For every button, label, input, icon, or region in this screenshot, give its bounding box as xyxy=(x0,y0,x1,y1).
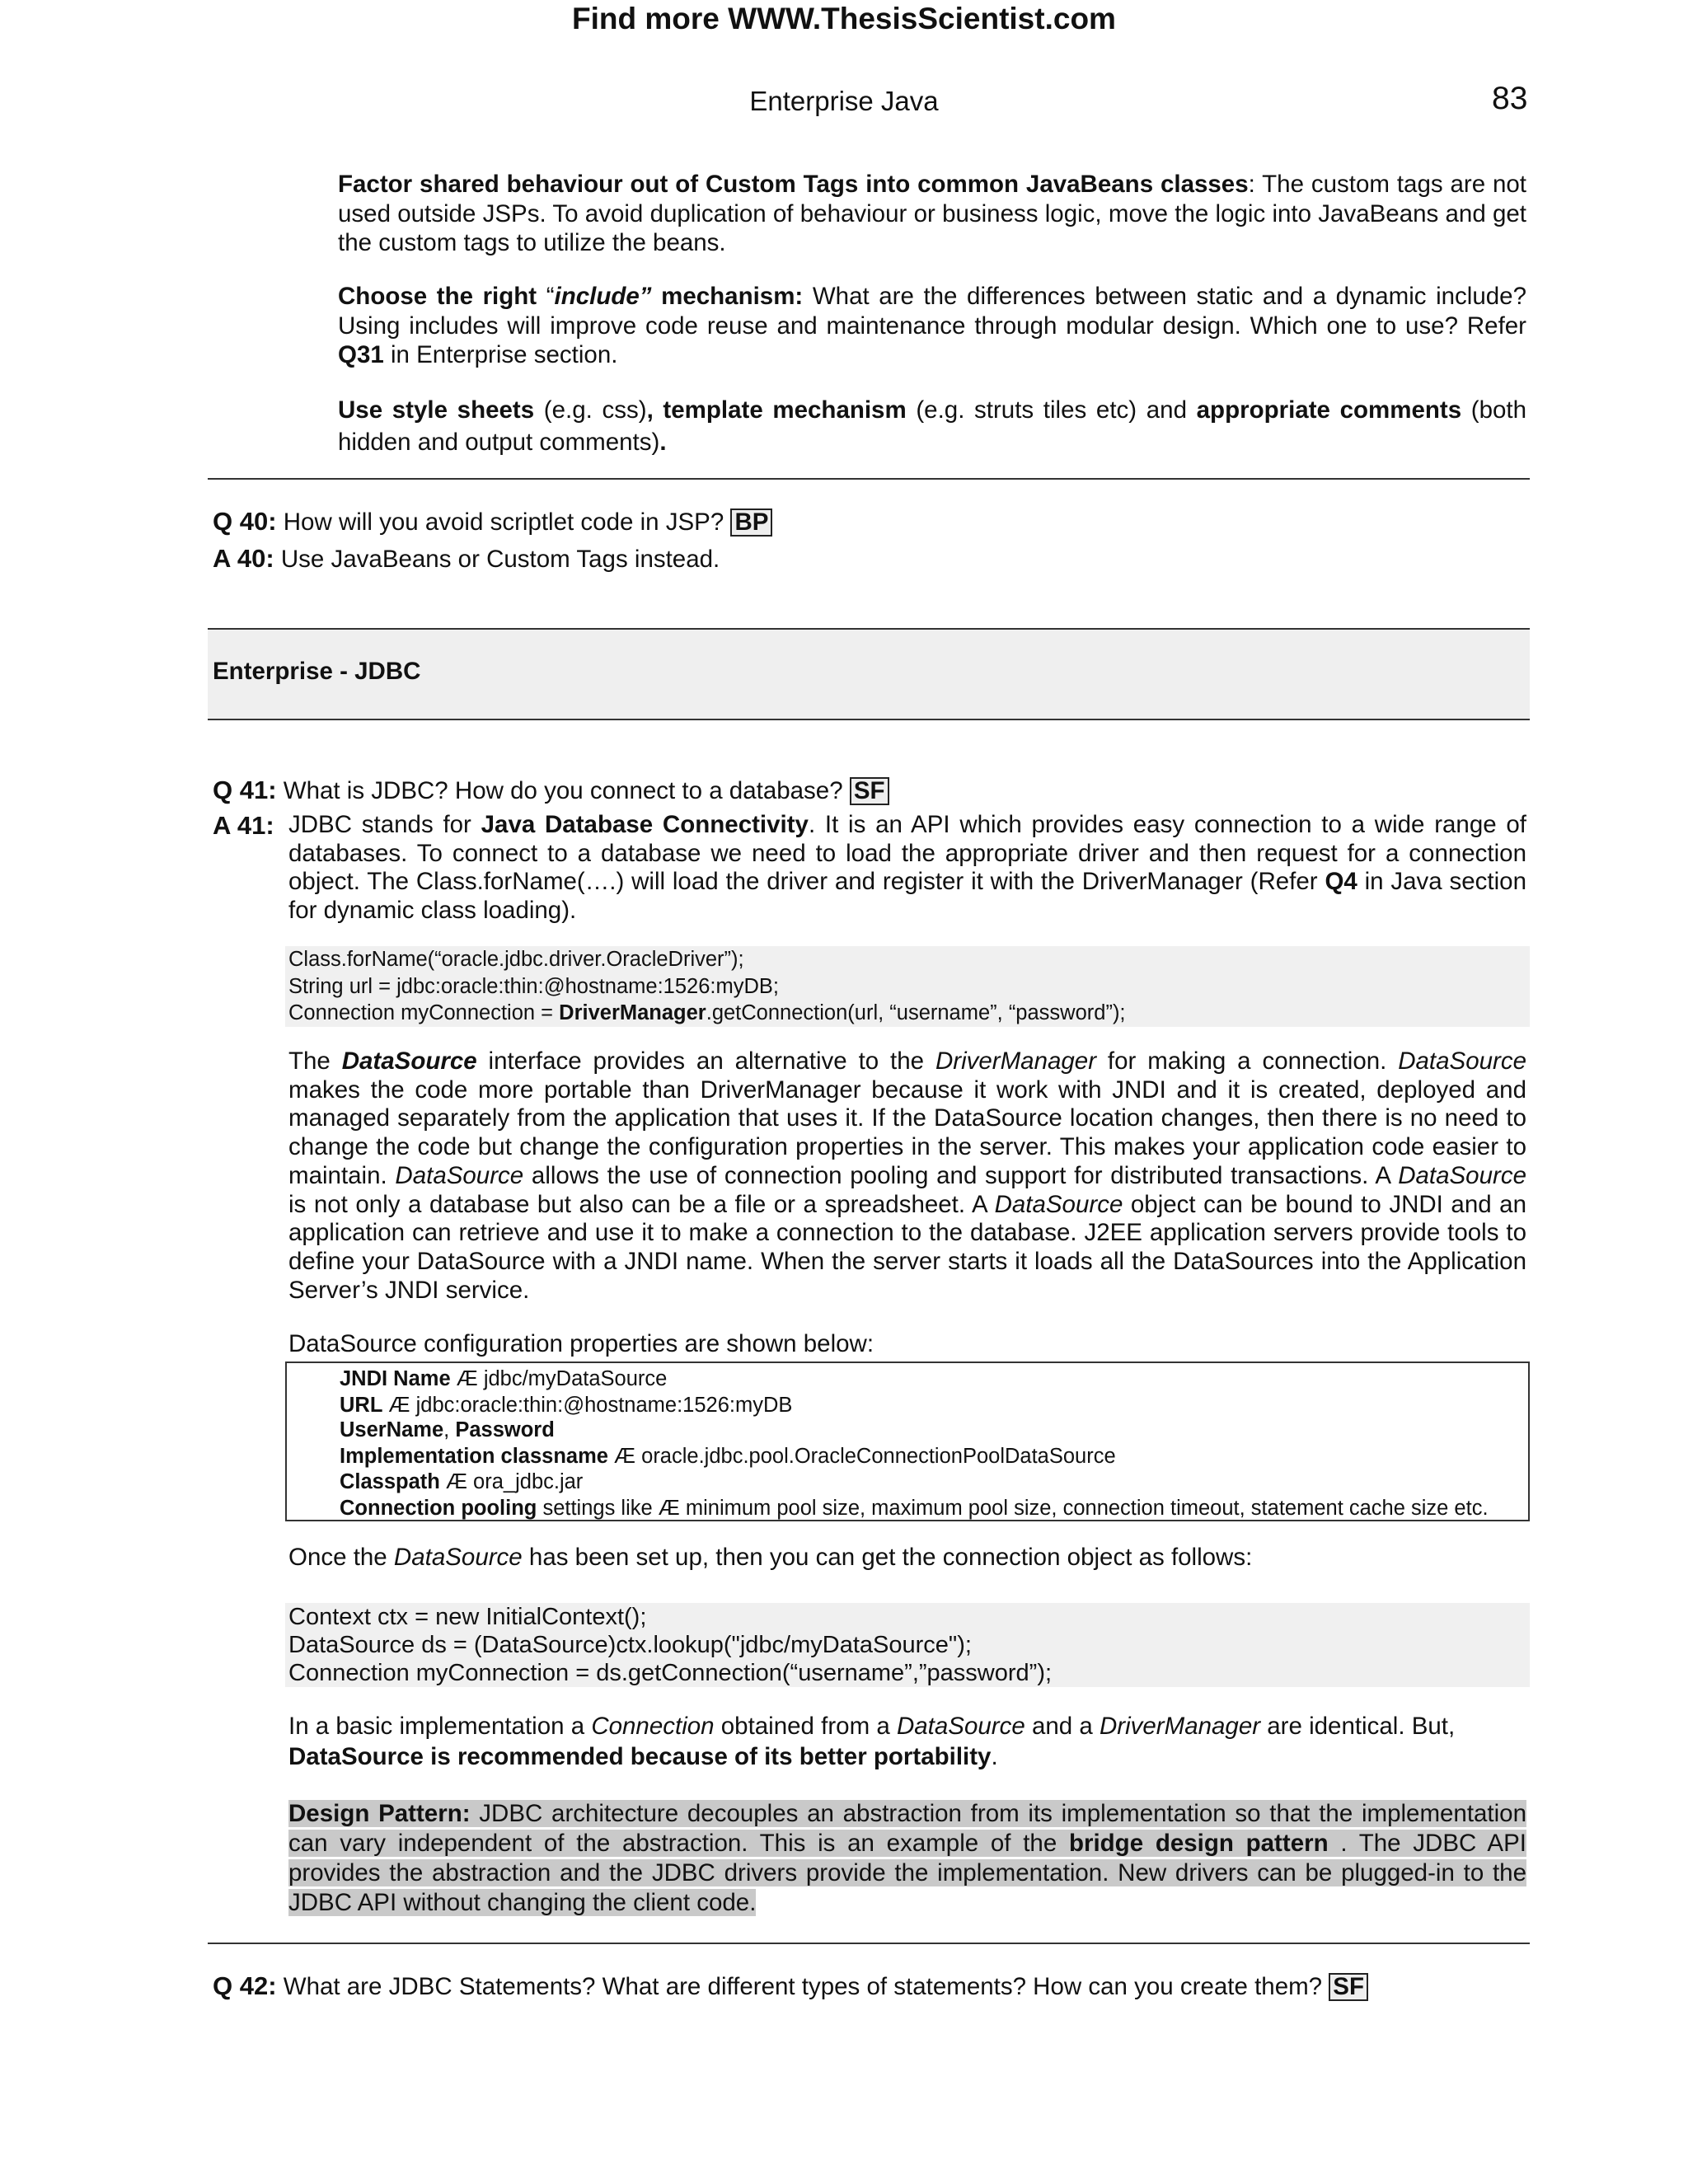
tip-factor-heading: Factor shared behaviour out of Custom Tags into common JavaBeans classes xyxy=(338,171,1249,198)
cfg-pooling-value: minimum pool size, maximum pool size, connection timeout, statement cache size etc. xyxy=(679,1496,1489,1520)
ds-i4: DataSource xyxy=(1398,1161,1526,1189)
design-pattern-paragraph xyxy=(288,1799,1526,1918)
cfg-impl-value: oracle.jdbc.pool.OracleConnectionPoolDataSource xyxy=(635,1444,1116,1468)
ds-i5: DataSource xyxy=(994,1190,1123,1218)
cfg-jndi-value: jdbc/myDataSource xyxy=(477,1367,668,1390)
ds-i3: DataSource xyxy=(395,1161,524,1189)
ds-t7: object can be bound to JNDI and an application can retrieve and use it to make a connection to the database. J2EE application servers provide tools to define your DataSource with a JNDI name. When the server starts it loads all the DataSources into the Application Server’s JNDI service. xyxy=(288,1190,1526,1304)
q40-text: How will you avoid scriptlet code in JSP? xyxy=(276,509,731,536)
tip-include-heading-b: mechanism: xyxy=(651,283,804,310)
code2-line-3: Connection myConnection = ds.getConnection(“username”,”password”); xyxy=(288,1660,1053,1686)
cfg-classpath-value: ora_jdbc.jar xyxy=(467,1470,584,1493)
tip-include-paragraph xyxy=(338,282,1526,370)
a40-text: Use JavaBeans or Custom Tags instead. xyxy=(274,546,720,573)
cfg-jndi-label: JNDI Name xyxy=(340,1367,451,1390)
a41-ref: Q4 xyxy=(1325,868,1357,895)
site-banner: Find more WWW.ThesisScientist.com xyxy=(572,2,1116,35)
ds-t5: allows the use of connection pooling and support for distributed transactions. A xyxy=(523,1161,1399,1189)
basic-i1: Connection xyxy=(591,1713,715,1740)
q42-text: What are JDBC Statements? What are different types of statements? How can you create them? xyxy=(276,1973,1329,2000)
code2-line-1: Context ctx = new InitialContext(); xyxy=(288,1604,647,1630)
a41-label-wrap xyxy=(213,811,274,841)
basic-t2: obtained from a xyxy=(714,1713,897,1740)
design-pattern-label: Design Pattern: xyxy=(288,1800,471,1827)
design-bold: bridge design pattern xyxy=(1068,1830,1329,1857)
q41-question xyxy=(213,776,889,806)
datasource-config-box xyxy=(285,1361,1530,1521)
cfg-url-label: URL xyxy=(340,1393,383,1417)
q41-tag-badge: SF xyxy=(850,777,889,805)
cfg-line-jndi xyxy=(340,1366,1528,1392)
tip-include-heading-a: Choose the right xyxy=(338,283,546,310)
tip-style-paragraph xyxy=(338,394,1526,458)
a41-label: A 41: xyxy=(213,811,274,840)
ds-i2: DataSource xyxy=(1398,1047,1526,1075)
basic-implementation-paragraph xyxy=(288,1711,1526,1772)
code-block-driver-manager xyxy=(285,946,1530,1027)
q40-tag-badge: BP xyxy=(730,509,772,537)
q41-label: Q 41: xyxy=(213,776,277,804)
tip-include-ref: Q31 xyxy=(338,341,384,368)
cfg-sep: , xyxy=(443,1418,456,1441)
design-t2: . The JDBC API provides the abstraction and the JDBC drivers provide the implementation. New drivers can be plugged-in to the JDBC API without changing the client code. xyxy=(288,1830,1526,1916)
cfg-line-url xyxy=(340,1392,1528,1418)
cfg-pooling-text: settings like xyxy=(537,1496,659,1520)
a41-jdbc-bold: Java Database Connectivity xyxy=(481,811,809,838)
tip-style-t3: (both hidden and output comments) xyxy=(338,396,1527,456)
tip-include-text-a: What are the differences between static and a dynamic include? Using includes will improve code reuse and maintenance through modular design. Which one to use? Refer xyxy=(338,283,1526,340)
code1-line-3 xyxy=(288,1000,1530,1027)
cfg-username-label: UserName xyxy=(340,1418,444,1441)
tip-include-keyword: include” xyxy=(554,283,652,310)
q42-label: Q 42: xyxy=(213,1971,277,2000)
ds-i1: DriverManager xyxy=(935,1047,1097,1075)
q40-label: Q 40: xyxy=(213,507,277,536)
code-block-lookup xyxy=(285,1603,1530,1687)
tip-factor-text: : The custom tags are not used outside JSPs. To avoid duplication of behaviour or business logic, move the logic into JavaBeans and get the custom tags to utilize the beans. xyxy=(338,171,1527,256)
a41-intro-paragraph xyxy=(288,811,1526,925)
ds-t6: is not only a database but also can be a file or a spreadsheet. A xyxy=(288,1190,995,1218)
q42-tag-badge: SF xyxy=(1329,1973,1368,2001)
tip-style-t1: (e.g. css) xyxy=(534,396,647,424)
tip-style-b1: Use style sheets xyxy=(338,396,535,424)
cfg-pooling-label: Connection pooling xyxy=(340,1496,537,1520)
once-datasource-text xyxy=(288,1543,1252,1572)
once-t1: Once the xyxy=(288,1544,394,1571)
page-number: 83 xyxy=(1492,81,1528,116)
arrow-icon: Æ xyxy=(445,1469,467,1493)
cfg-line-credentials xyxy=(340,1418,1528,1443)
tip-include-text-b: in Enterprise section. xyxy=(383,341,618,368)
ds-t2: interface provides an alternative to the xyxy=(476,1047,935,1075)
arrow-icon: Æ xyxy=(614,1442,636,1468)
arrow-icon: Æ xyxy=(456,1366,478,1390)
basic-t3: and a xyxy=(1025,1713,1100,1740)
divider-rule-2 xyxy=(208,1943,1530,1944)
tip-style-b4: . xyxy=(659,429,667,456)
cfg-line-impl xyxy=(340,1443,1528,1469)
running-head: Enterprise Java xyxy=(749,86,939,116)
ds-bold-italic: DataSource xyxy=(341,1047,477,1075)
once-t2: has been set up, then you can get the connection object as follows: xyxy=(522,1544,1253,1571)
cfg-password-label: Password xyxy=(455,1418,555,1441)
q41-text: What is JDBC? How do you connect to a database? xyxy=(276,777,850,804)
tip-style-b3: appropriate comments xyxy=(1196,396,1462,424)
basic-t4: are identical. But, xyxy=(1260,1713,1456,1740)
basic-t1: In a basic implementation a xyxy=(288,1713,592,1740)
tip-factor-paragraph xyxy=(338,170,1526,258)
a41-text-3: in Java section for dynamic class loading). xyxy=(288,868,1526,924)
q40-question xyxy=(213,507,772,537)
code1-line-1: Class.forName(“oracle.jdbc.driver.OracleDriver”); xyxy=(288,948,744,971)
cfg-line-classpath xyxy=(340,1469,1528,1495)
code1-line-2: String url = jdbc:oracle:thin:@hostname:1526:myDB; xyxy=(288,974,779,998)
cfg-line-pooling xyxy=(340,1495,1528,1521)
section-title: Enterprise - JDBC xyxy=(213,658,421,685)
ds-t1: The xyxy=(288,1047,342,1075)
basic-bold: DataSource is recommended because of its better portability xyxy=(288,1743,992,1770)
basic-i2: DataSource xyxy=(896,1713,1025,1740)
datasource-paragraph xyxy=(288,1047,1526,1305)
arrow-icon: Æ xyxy=(388,1391,410,1417)
divider-rule xyxy=(208,478,1530,480)
arrow-icon: Æ xyxy=(658,1494,680,1520)
cfg-classpath-label: Classpath xyxy=(340,1470,440,1493)
code1-line-3-b: DriverManager xyxy=(559,1001,706,1024)
q42-question xyxy=(213,1971,1368,2002)
cfg-url-value: jdbc:oracle:thin:@hostname:1526:myDB xyxy=(410,1393,793,1417)
ds-t3: for making a connection. xyxy=(1096,1047,1399,1075)
code2-line-2: DataSource ds = (DataSource)ctx.lookup("jdbc/myDataSource"); xyxy=(288,1632,972,1658)
code1-line-3-c: .getConnection(url, “username”, “password”); xyxy=(706,1001,1126,1024)
basic-i3: DriverManager xyxy=(1099,1713,1261,1740)
q40-answer xyxy=(213,544,720,574)
ds-t4: makes the code more portable than DriverManager because it work with JNDI and it is created, deployed and managed separately from the application that uses it. If the DataSource location changes, then there is no need to change the code but change the configuration properties in the server. This makes your application code easier to maintain. xyxy=(288,1076,1526,1189)
config-intro: DataSource configuration properties are shown below: xyxy=(288,1330,874,1357)
tip-style-b2: , template mechanism xyxy=(646,396,907,424)
design-t1: JDBC architecture decouples an abstraction from its implementation so that the implementation can vary independent of the abstraction. This is an example of the xyxy=(288,1800,1526,1857)
code1-line-3-a: Connection myConnection = xyxy=(288,1001,560,1024)
a41-text-2: . It is an API which provides easy connection to a wide range of databases. To connect to a database we need to load the appropriate driver and then request for a connection object. The Class.forName(….) will load the driver and register it with the DriverManager (Refer xyxy=(288,811,1526,895)
tip-style-t2: (e.g. struts tiles etc) and xyxy=(906,396,1197,424)
once-i: DataSource xyxy=(393,1544,523,1571)
basic-t5: . xyxy=(991,1743,998,1770)
cfg-impl-label: Implementation classname xyxy=(340,1444,608,1468)
a40-label: A 40: xyxy=(213,544,274,573)
a41-text-1: JDBC stands for xyxy=(288,811,481,838)
tip-include-quote: “ xyxy=(546,283,555,310)
